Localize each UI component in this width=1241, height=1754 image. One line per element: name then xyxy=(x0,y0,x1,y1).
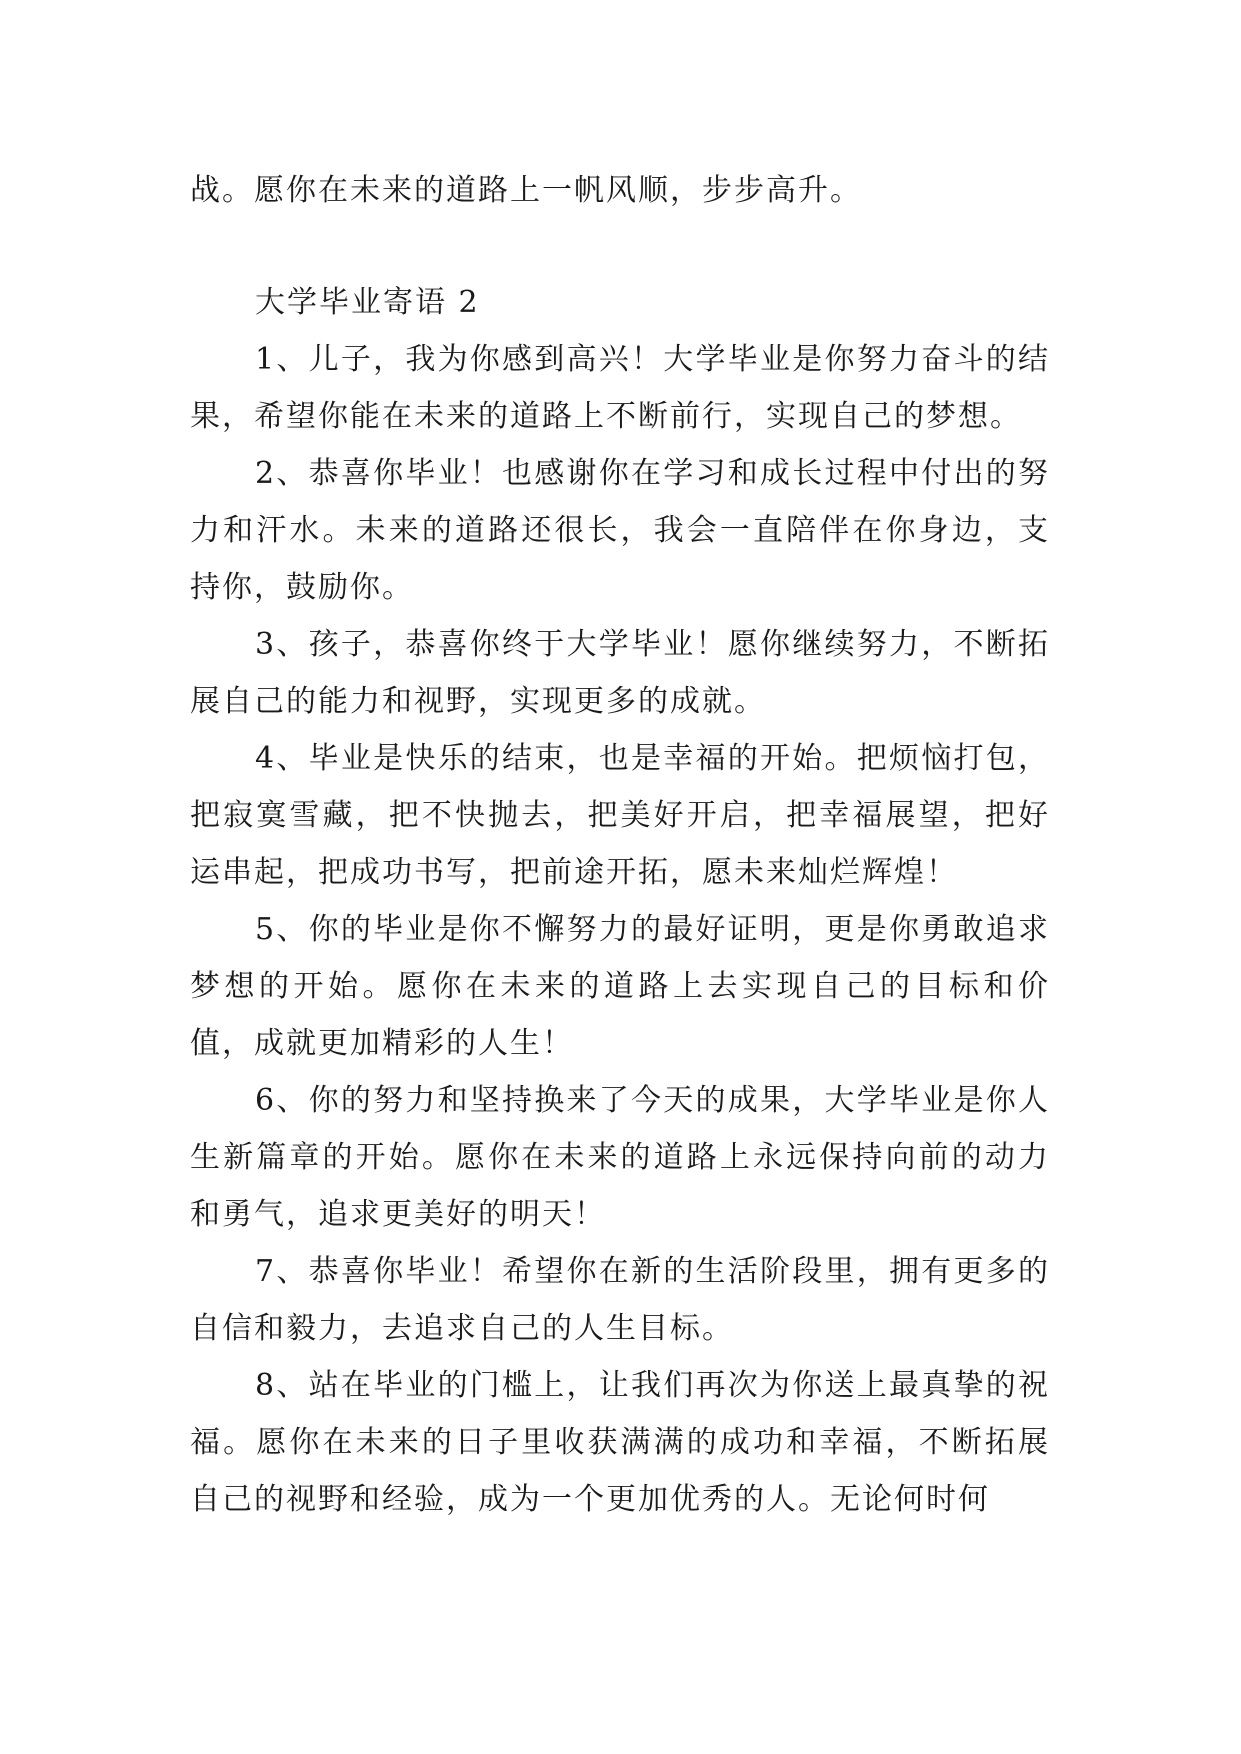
section-graduation-messages-2 xyxy=(190,274,1050,1528)
paragraph-2: 2、恭喜你毕业！也感谢你在学习和成长过程中付出的努力和汗水。未来的道路还很长，我会一直陪伴在你身边，支持你，鼓励你。 xyxy=(190,456,1050,605)
paragraph-5: 5、你的毕业是你不懈努力的最好证明，更是你勇敢追求梦想的开始。愿你在未来的道路上去实现自己的目标和价值，成就更加精彩的人生！ xyxy=(190,912,1050,1061)
paragraph-3: 3、孩子，恭喜你终于大学毕业！愿你继续努力，不断拓展自己的能力和视野，实现更多的成就。 xyxy=(190,627,1050,719)
section-title: 大学毕业寄语 2 xyxy=(255,285,480,320)
paragraph-8: 8、站在毕业的门槛上，让我们再次为你送上最真挚的祝福。愿你在未来的日子里收获满满的成功和幸福，不断拓展自己的视野和经验，成为一个更加优秀的人。无论何时何 xyxy=(190,1368,1050,1517)
paragraph-4: 4、毕业是快乐的结束，也是幸福的开始。把烦恼打包，把寂寞雪藏，把不快抛去，把美好开启，把幸福展望，把好运串起，把成功书写，把前途开拓，愿未来灿烂辉煌！ xyxy=(190,741,1050,890)
paragraph-7: 7、恭喜你毕业！希望你在新的生活阶段里，拥有更多的自信和毅力，去追求自己的人生目标。 xyxy=(190,1254,1050,1346)
paragraph-6: 6、你的努力和坚持换来了今天的成果，大学毕业是你人生新篇章的开始。愿你在未来的道路上永远保持向前的动力和勇气，追求更美好的明天！ xyxy=(190,1083,1050,1232)
paragraph-1: 1、儿子，我为你感到高兴！大学毕业是你努力奋斗的结果，希望你能在未来的道路上不断前行，实现自己的梦想。 xyxy=(190,342,1050,434)
continuation-paragraph: 战。愿你在未来的道路上一帆风顺，步步高升。 xyxy=(190,173,862,208)
